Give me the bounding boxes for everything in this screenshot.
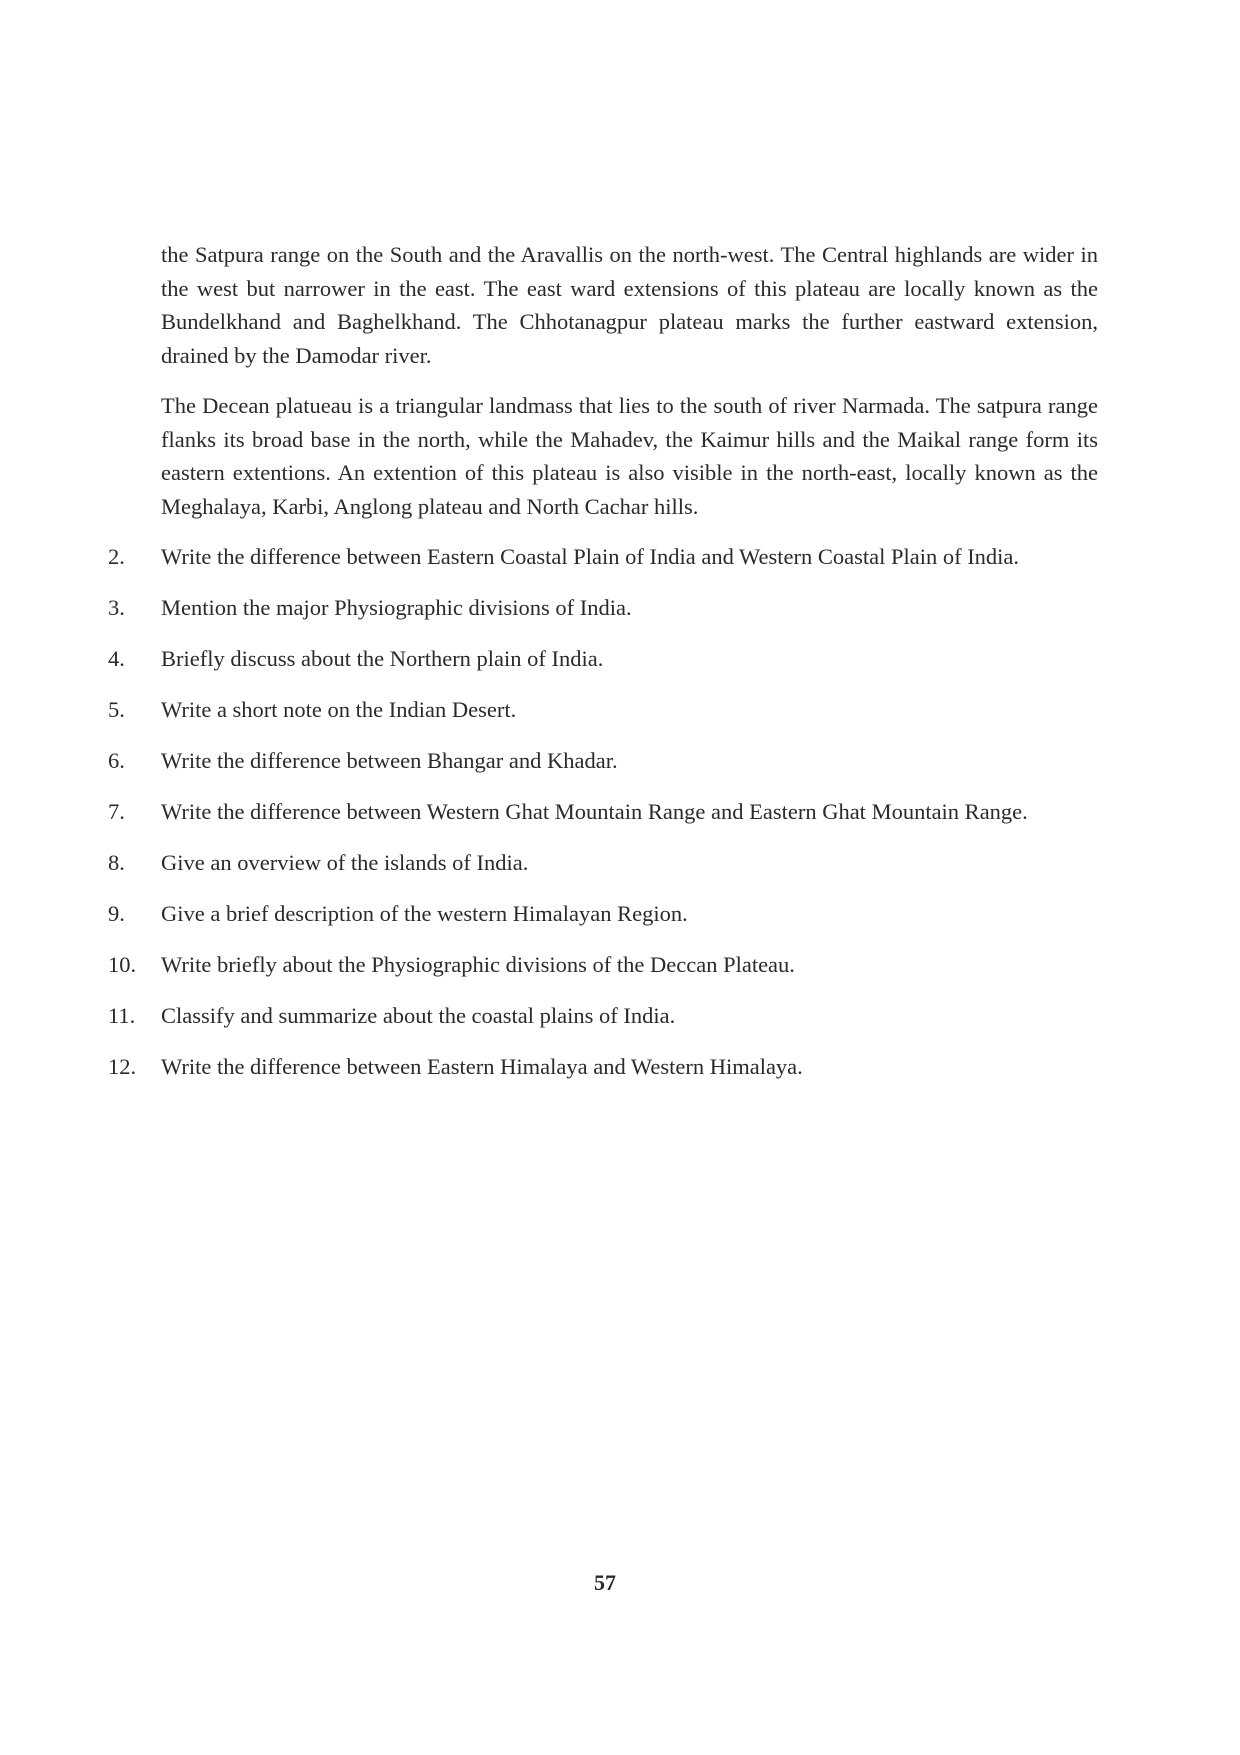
question-item <box>108 744 1098 778</box>
question-item <box>108 1050 1098 1084</box>
question-number: 11. <box>108 1003 136 1028</box>
question-number: 2. <box>108 544 125 569</box>
question-item <box>108 540 1098 574</box>
question-text: Mention the major Physiographic divisions of India. <box>161 595 632 620</box>
question-item <box>108 693 1098 727</box>
paragraph-central-highlands: the Satpura range on the South and the Aravallis on the north-west. The Central highlands are wider in the west but narrower in the east. The east ward extensions of this plateau are locally known as the Bundelkhand and Baghelkhand. The Chhotanagpur plateau marks the further eastward extension, drained by the Damodar river. <box>161 242 1098 368</box>
question-list <box>108 540 1098 1084</box>
question-item <box>108 642 1098 676</box>
question-number: 3. <box>108 595 125 620</box>
question-number: 8. <box>108 850 125 875</box>
question-text: Write the difference between Eastern Coastal Plain of India and Western Coastal Plain of India. <box>161 544 1020 569</box>
question-number: 6. <box>108 748 125 773</box>
question-item <box>108 999 1098 1033</box>
question-number: 4. <box>108 646 125 671</box>
question-text: Write the difference between Bhangar and Khadar. <box>161 748 618 773</box>
question-item <box>108 846 1098 880</box>
page-content <box>108 238 1098 1101</box>
question-text: Briefly discuss about the Northern plain of India. <box>161 646 604 671</box>
question-text: Write the difference between Western Ghat Mountain Range and Eastern Ghat Mountain Range. <box>161 799 1028 824</box>
paragraph-deccan-plateau: The Decean platueau is a triangular landmass that lies to the south of river Narmada. The satpura range flanks its broad base in the north, while the Mahadev, the Kaimur hills and the Maikal range form its eastern extentions. An extention of this plateau is also visible in the north-east, locally known as the Meghalaya, Karbi, Anglong plateau and North Cachar hills. <box>161 393 1098 519</box>
question-item <box>108 897 1098 931</box>
question-text: Give a brief description of the western Himalayan Region. <box>161 901 688 926</box>
question-item <box>108 795 1098 829</box>
question-text: Give an overview of the islands of India. <box>161 850 529 875</box>
question-text: Write the difference between Eastern Himalaya and Western Himalaya. <box>161 1054 803 1079</box>
question-number: 5. <box>108 697 125 722</box>
question-number: 10. <box>108 952 137 977</box>
question-item <box>108 591 1098 625</box>
question-item <box>108 948 1098 982</box>
question-text: Write a short note on the Indian Desert. <box>161 697 517 722</box>
question-text: Classify and summarize about the coastal plains of India. <box>161 1003 676 1028</box>
page-number: 57 <box>594 1570 616 1595</box>
question-number: 7. <box>108 799 125 824</box>
question-number: 9. <box>108 901 125 926</box>
question-number: 12. <box>108 1054 137 1079</box>
question-text: Write briefly about the Physiographic divisions of the Deccan Plateau. <box>161 952 795 977</box>
